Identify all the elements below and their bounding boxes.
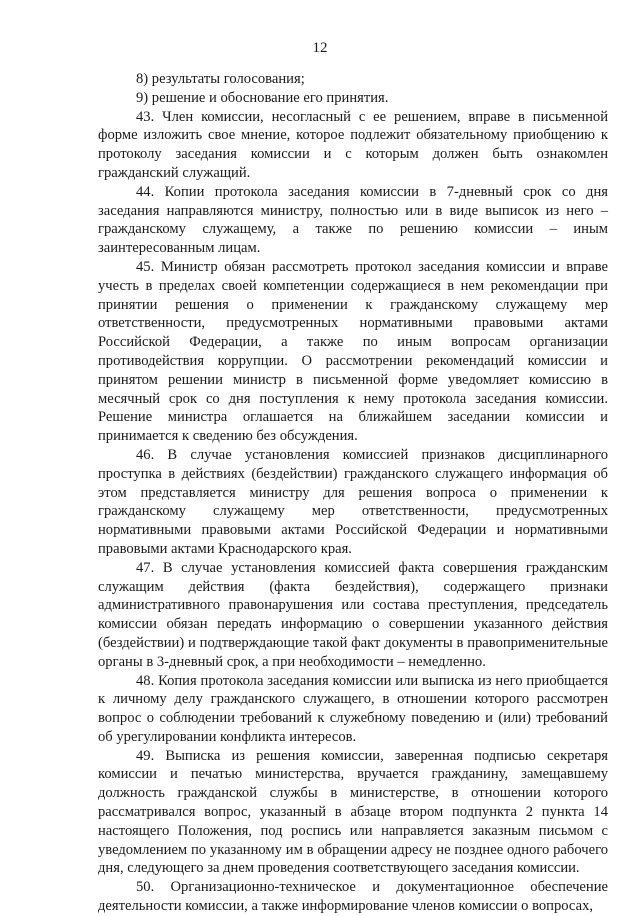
paragraph-43: 43. Член комиссии, несогласный с ее решением, вправе в письменной форме изложить свое мнение, которое подлежит обязательному приобщению к протоколу заседания комиссии и с которым должен быть ознакомлен гражданский служащий.	[98, 108, 608, 181]
paragraph-47: 47. В случае установления комиссией факта совершения гражданским служащим действия (факта бездействия), содержащего признаки административного правонарушения или состава преступления, председатель комиссии обязан передать информацию о совершении указанного действия (бездействии) и подтверждающие такой факт документы в правоприменительные органы в 3-дневный срок, а при необходимости – немедленно.	[98, 559, 608, 670]
paragraph-50: 50. Организационно-техническое и документационное обеспечение деятельности комиссии, а также информирование членов комиссии о вопросах,	[98, 879, 608, 915]
document-body	[98, 70, 608, 916]
page-number: 12	[312, 40, 328, 56]
paragraph-item-8: 8) результаты голосования;	[136, 71, 305, 87]
paragraph-46: 46. В случае установления комиссией признаков дисциплинарного проступка в действиях (бездействии) гражданского служащего информация об этом представляется министру для решения вопроса о применении к гражданскому служащему мер ответственности, предусмотренных нормативными правовыми актами Российской Федерации и нормативными правовыми актами Краснодарского края.	[98, 446, 608, 557]
paragraph-49: 49. Выписка из решения комиссии, заверенная подписью секретаря комиссии и печатью министерства, вручается гражданину, замещавшему должность гражданской службы в министерстве, в отношении которого рассматривался вопрос, указанный в абзаце втором подпункта 2 пункта 14 настоящего Положения, под роспись или направляется заказным письмом с уведомлением по указанному им в обращении адресу не позднее одного рабочего дня, следующего за днем проведения соответствующего заседания комиссии.	[98, 747, 608, 877]
paragraph-45: 45. Министр обязан рассмотреть протокол заседания комиссии и вправе учесть в пределах своей компетенции содержащиеся в нем рекомендации при принятии решения о применении к гражданскому служащему мер ответственности, предусмотренных нормативными правовыми актами Российской Федерации, а также по иным вопросам организации противодействия коррупции. О рассмотрении рекомендаций комиссии и принятом решении министр в письменной форме уведомляет комиссию в месячный срок со дня поступления к нему протокола заседания комиссии. Решение министра оглашается на ближайшем заседании комиссии и принимается к сведению без обсуждения.	[98, 258, 608, 445]
paragraph-44: 44. Копии протокола заседания комиссии в 7-дневный срок со дня заседания направляются министру, полностью или в виде выписок из него – гражданскому служащему, а также по решению комиссии – иным заинтересованным лицам.	[98, 183, 608, 257]
paragraph-item-9: 9) решение и обоснование его принятия.	[136, 89, 389, 106]
paragraph-48: 48. Копия протокола заседания комиссии или выписка из него приобщается к личному делу гражданского служащего, в отношении которого рассмотрен вопрос о соблюдении требований к служебному поведению и (или) требований об урегулировании конфликта интересов.	[98, 672, 608, 745]
